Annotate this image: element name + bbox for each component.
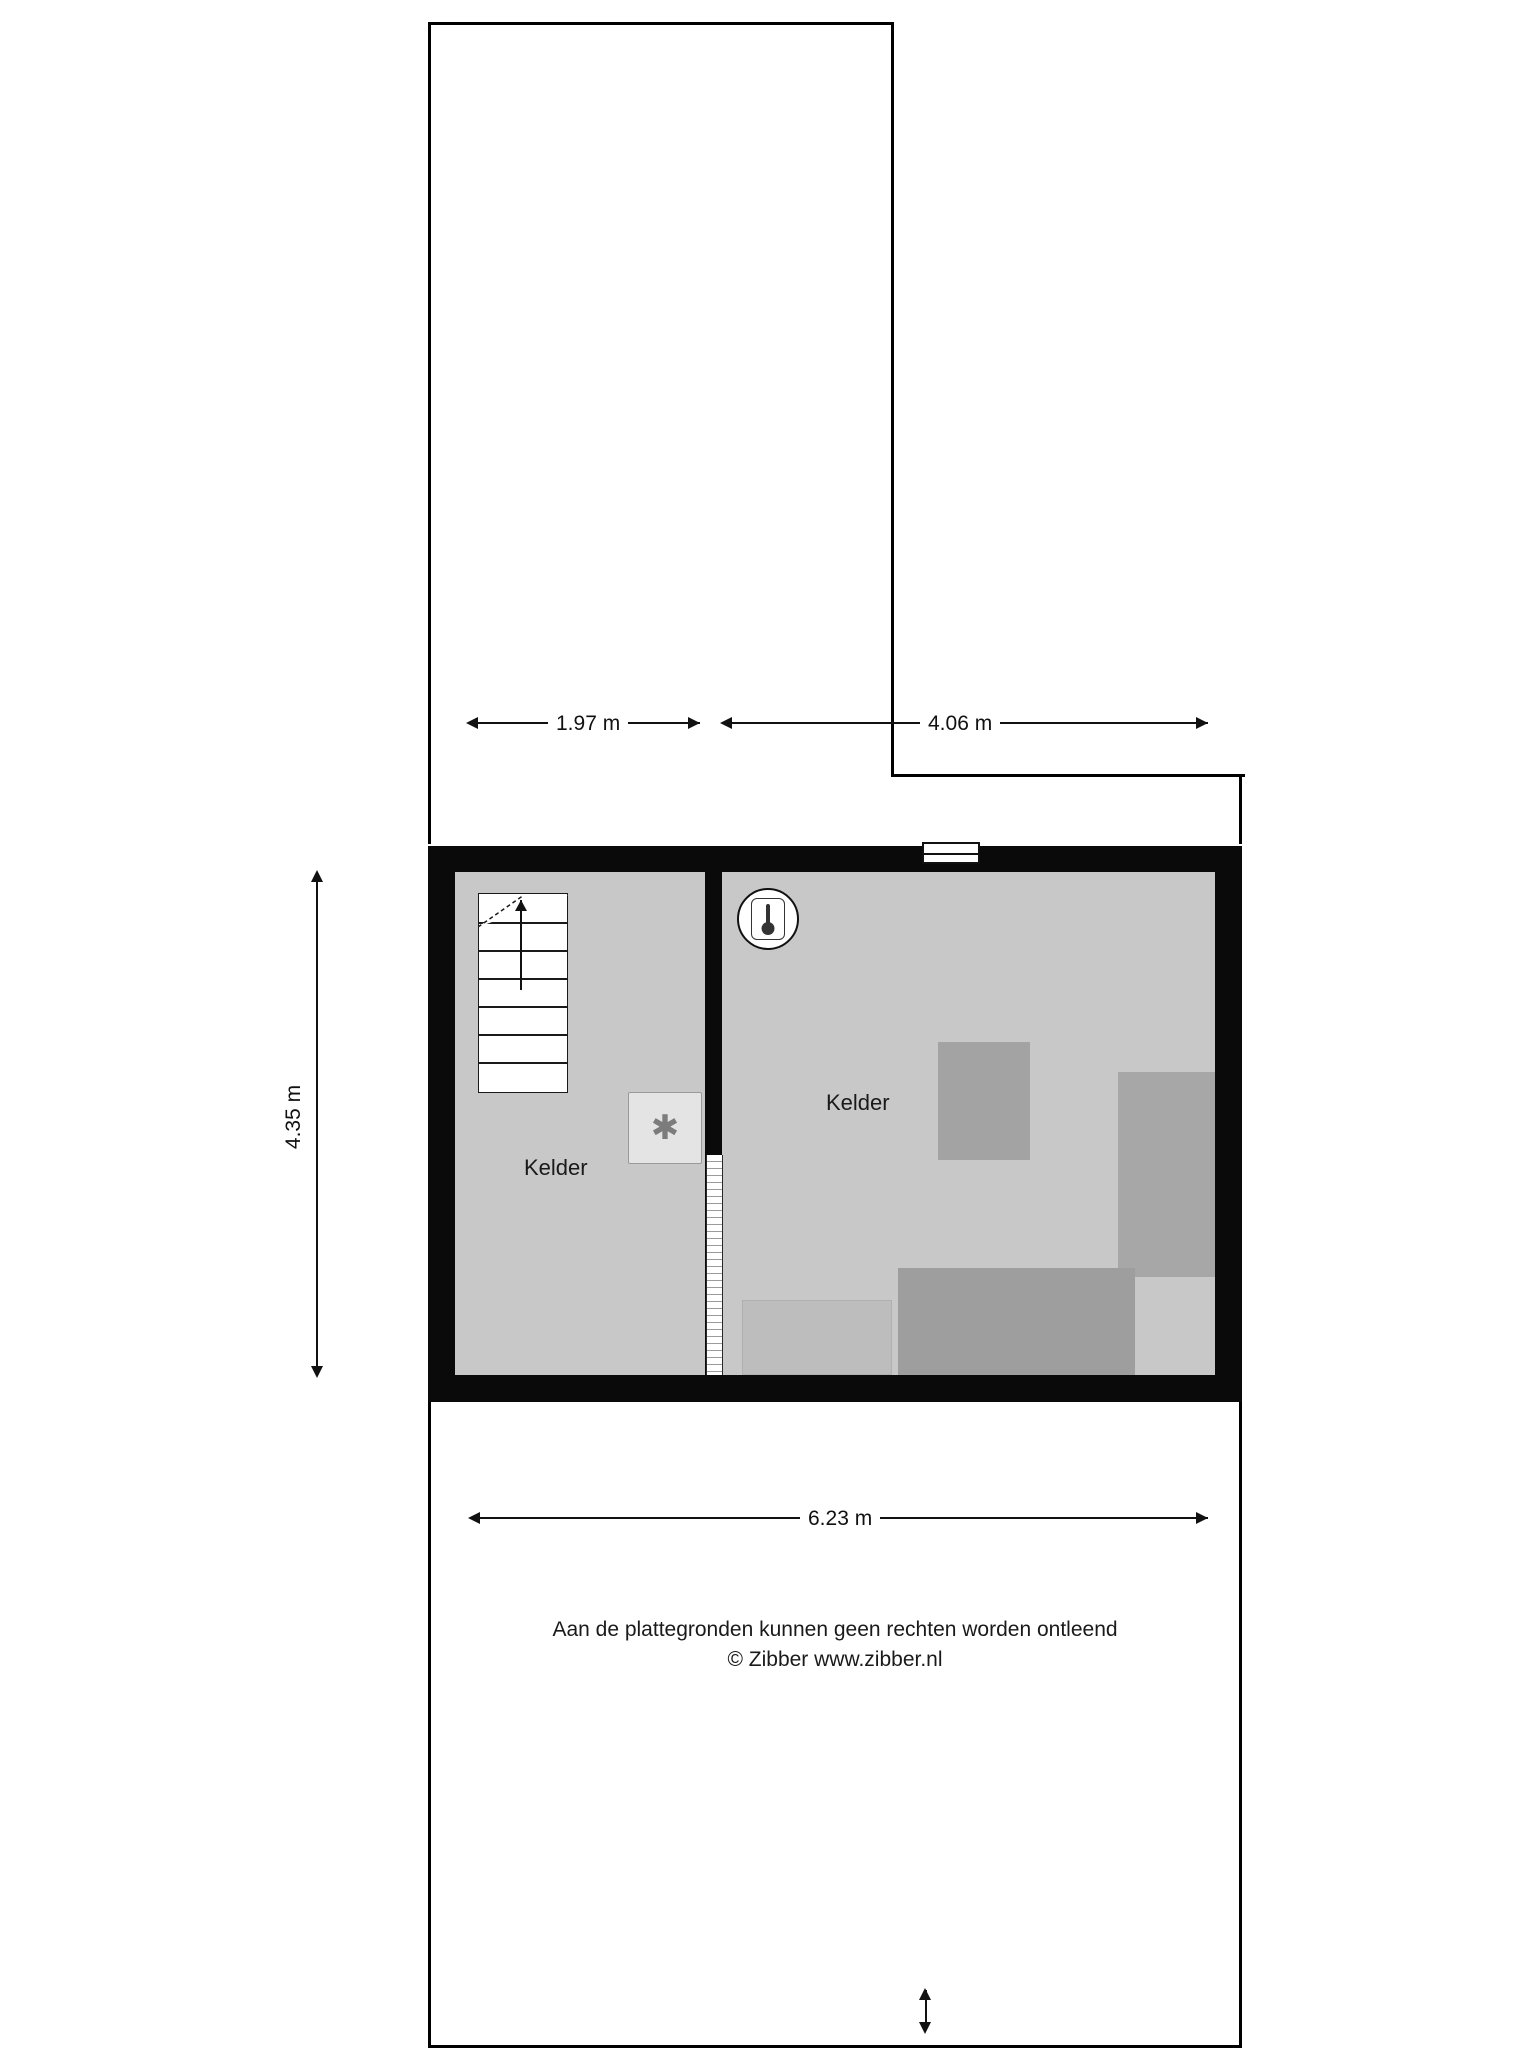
parcel-edge-top-right [891, 774, 1245, 777]
dimension-arrow-up [311, 870, 323, 882]
furniture-block-small [742, 1300, 892, 1375]
disclaimer [428, 1615, 1242, 1676]
dimension-arrow-down [311, 1366, 323, 1378]
dimension-label-width-left: 1.97 m [548, 712, 628, 736]
dimension-arrow-left-1 [466, 717, 478, 729]
dimension-arrow-right-2 [1196, 717, 1208, 729]
thermostat-boiler-icon [737, 888, 799, 950]
dimension-arrow-right-3 [1196, 1512, 1208, 1524]
dimension-label-height: 4.35 m [282, 1084, 306, 1150]
room-label-kelder-left: Kelder [524, 1155, 588, 1180]
parcel-outline-middle [428, 774, 1242, 844]
disclaimer-line-2: © Zibber www.zibber.nl [727, 1648, 943, 1672]
room-label-kelder-right: Kelder [826, 1090, 890, 1115]
parcel-outline-upper [428, 22, 894, 774]
furniture-block-square [938, 1042, 1030, 1160]
parcel-bottom-marker-arrow-down [919, 2022, 931, 2034]
parcel-bottom-marker-arrow-up [919, 1988, 931, 2000]
stairs-direction-arrow-icon [520, 900, 522, 990]
parcel-outline-lower [428, 1400, 1242, 2048]
window-icon [922, 842, 980, 864]
furniture-block-wide [898, 1268, 1135, 1375]
dimension-label-width-right: 4.06 m [920, 712, 1000, 736]
disclaimer-line-1: Aan de plattegronden kunnen geen rechten worden ontleend [552, 1618, 1118, 1641]
doorway-icon [706, 1155, 723, 1375]
dimension-arrow-right-1 [688, 717, 700, 729]
dimension-arrow-left-3 [468, 1512, 480, 1524]
asterisk-glyph: ✱ [650, 1109, 680, 1147]
furniture-block-tall [1118, 1072, 1215, 1277]
dimension-label-width-total: 6.23 m [800, 1507, 880, 1531]
dimension-arrow-left-2 [720, 717, 732, 729]
appliance-asterisk-icon [628, 1092, 702, 1164]
thermostat-bulb [762, 922, 775, 935]
dimension-line-height [316, 880, 318, 1368]
stairs-up-icon [478, 893, 568, 1093]
